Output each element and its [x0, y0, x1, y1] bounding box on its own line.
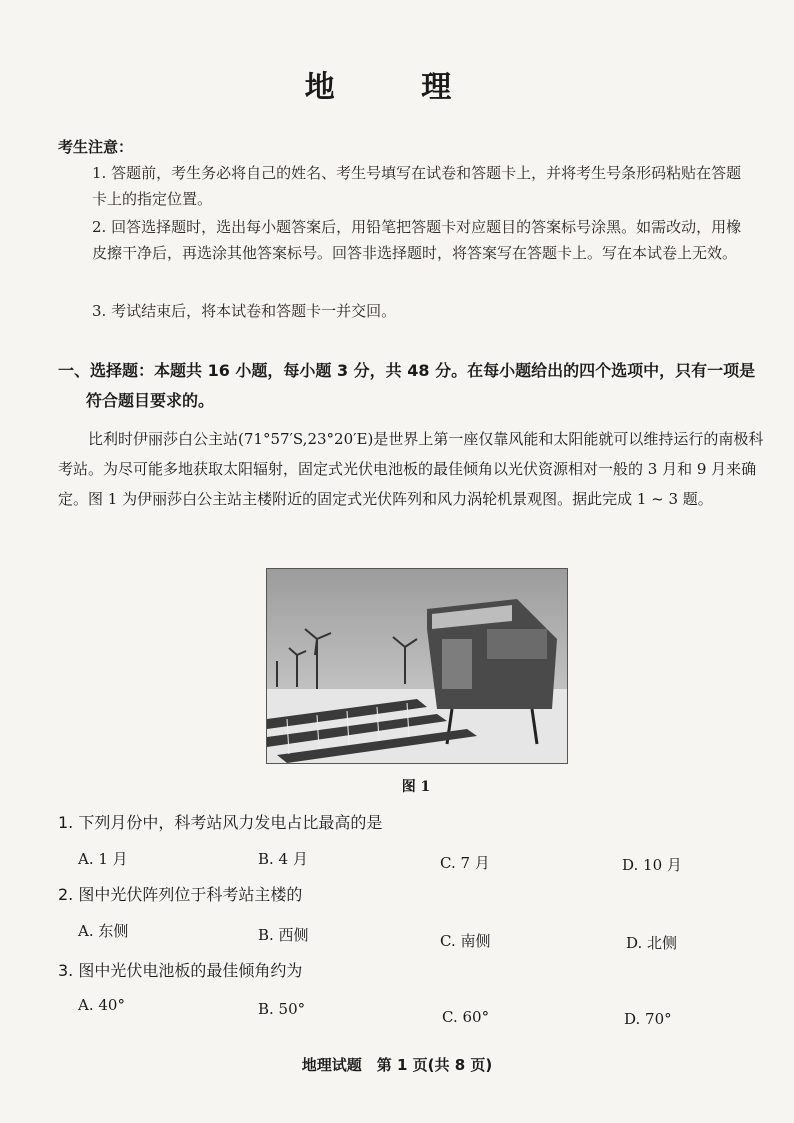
figure-caption: 图 1 [401, 779, 431, 795]
question-stem: 3. 图中光伏电池板的最佳倾角约为 [58, 961, 303, 980]
section-heading [58, 356, 768, 416]
option-c: C. 7 月 [440, 854, 490, 872]
question-stem: 2. 图中光伏阵列位于科考站主楼的 [58, 885, 303, 904]
option-c: C. 南侧 [440, 932, 491, 950]
page-footer: 地理试题 第 1 页(共 8 页) [301, 1056, 493, 1074]
section-heading-line: 符合题目要求的。 [86, 391, 215, 410]
option-b: B. 西侧 [258, 926, 309, 944]
section-heading-line: 一、选择题：本题共 16 小题，每小题 3 分，共 48 分。在每小题给出的四个选项中，只有一项是 [58, 361, 756, 380]
option-d: D. 北侧 [626, 934, 678, 952]
option-a: A. 40° [78, 996, 125, 1014]
option-a: A. 1 月 [78, 850, 128, 868]
page-title: 地 理 [304, 70, 490, 105]
option-b: B. 4 月 [258, 850, 308, 868]
notice-heading: 考生注意： [58, 138, 134, 156]
option-d: D. 70° [624, 1010, 672, 1028]
notice-item: 1. 答题前，考生务必将自己的姓名、考生号填写在试卷和答题卡上，并将考生号条形码粘贴在答题卡上的指定位置。 [92, 164, 742, 208]
station-photo [266, 568, 568, 764]
station-photo-illustration [267, 569, 567, 763]
question-stem: 1. 下列月份中，科考站风力发电占比最高的是 [58, 813, 383, 832]
option-d: D. 10 月 [622, 856, 682, 874]
notice-item: 2. 回答选择题时，选出每小题答案后，用铅笔把答题卡对应题目的答案标号涂黑。如需改动，用橡皮擦干净后，再选涂其他答案标号。回答非选择题时，将答案写在答题卡上。写在本试卷上无效。 [92, 218, 742, 262]
option-b: B. 50° [258, 1000, 306, 1018]
reading-passage: 比利时伊丽莎白公主站(71°57′S,23°20′E)是世界上第一座仅靠风能和太阳能就可以维持运行的南极科考站。为尽可能多地获取太阳辐射，固定式光伏电池板的最佳倾角以光伏资源相对一般的 3 月和 9 月来确定。图 1 为伊丽莎白公主站主楼附近的固定式光伏阵列和风力涡轮机景观图。据此完成 1 ~ 3 题。 [58, 430, 764, 508]
option-c: C. 60° [442, 1008, 490, 1026]
notice-item: 3. 考试结束后，将本试卷和答题卡一并交回。 [92, 302, 397, 320]
option-a: A. 东侧 [78, 922, 129, 940]
